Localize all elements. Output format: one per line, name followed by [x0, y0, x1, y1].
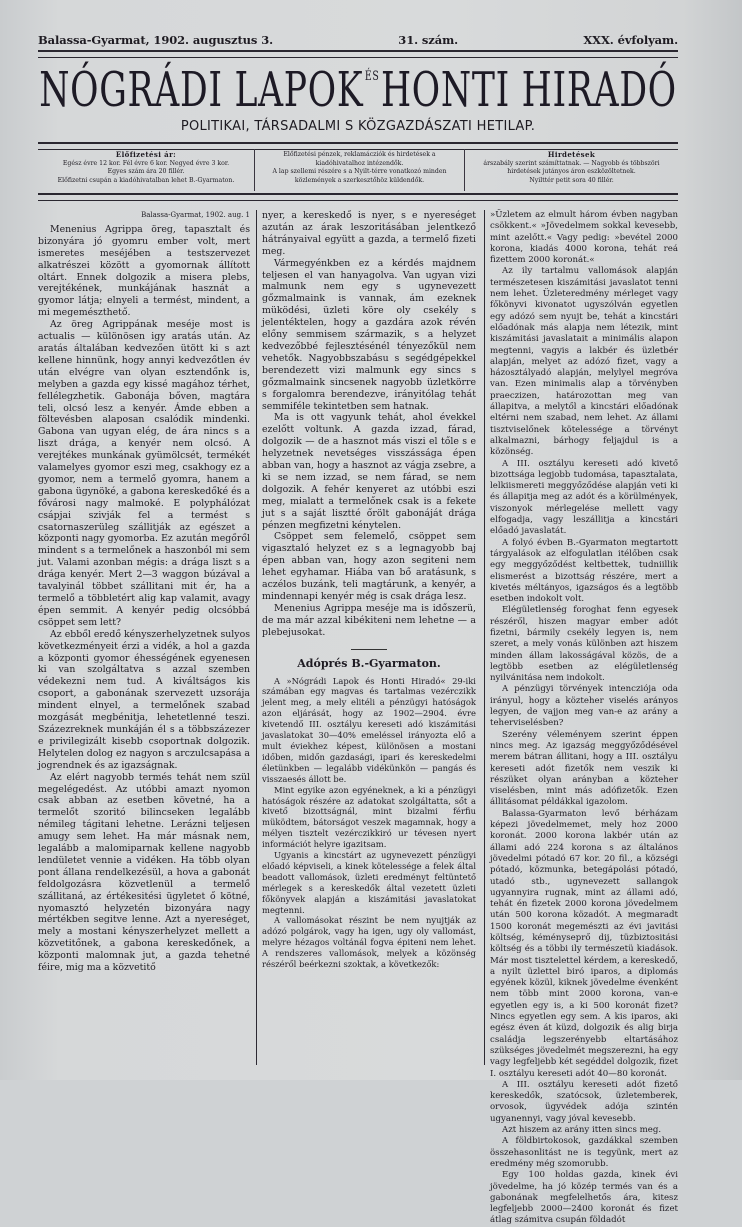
column-middle — [262, 210, 476, 1080]
ads-pricing: árszabály szerint számíttatnak. — Nagyobb és többszöri hirdetések jutányos áron eszközöltetnek. — [483, 159, 660, 176]
subscription-where: Előfizetni csupán a kiadóhivatalban lehet B.-Gyarmaton. — [57, 176, 235, 184]
masthead-title-left: NÓGRÁDI LAPOK — [39, 62, 364, 118]
article1-paragraph: Vármegyénkben ez a kérdés majdnem teljesen el van hanyagolva. Van ugyan vizi malmunk nem egy s ugynevezett gőzmalmaink is vannak, ám ezeknek müködési, üzleti köre oly csekély s jelentéktelen, hogy a gazdára azok révén előny semmisem származik, s a helyzet kedvezőbbé fejlesztésénél tényezőkül nem vehetők. Nagyobbszabásu s segédgépekkel berendezett vizi malmunk egy sincs s gőzmalmaink sincsenek nagyobb üzletkörre s forgalomra berendezve, irányitólag tehát semmiféle tekintetben sem hatnak. — [262, 257, 476, 412]
article2-paragraph: Elégületlenség foroghat fenn egyesek részéről, hiszen magyar ember adót fizetni, bármily csekély legyen is, nem szeret, a mely vonás különben azt hiszem minden állam lakosságával közös, de a legtöbb esetben az elégületlenség nyilvánitása nem indokolt. — [490, 605, 678, 684]
masthead-title-right: HONTI HIRADÓ — [380, 62, 677, 118]
ads-info — [465, 149, 678, 191]
article1-paragraph: Ma is ott vagyunk tehát, ahol évekkel ezelőtt voltunk. A gazda izzad, fárad, dolgozik — de a hasznot más viszi el tőle s e helyzetnek nevetséges visszássága épen abban van, hogy a hasznot az vágja zsebre, a ki se nem izzad, se nem fárad, se nem dolgozik. A fehér kenyeret az utóbbi eszi meg, mialatt a termelőnek csak is a fekete jut s a saját lisztté őrölt gabonáját drága pénzen megfizetni kénytelen. — [262, 412, 476, 531]
issue-number: 31. szám. — [398, 33, 459, 47]
single-issue-price: Egyes szám ára 20 fillér. — [107, 168, 185, 176]
article2-paragraph: Azt hiszem az arány itten sincs meg. — [502, 1125, 662, 1136]
article2-paragraph: A III. osztályu kereseti adó kivető bizottsága legjobb tudomása, tapasztalata, lelkiismereti meggyőződése alapján veti ki és állapitja meg az adót és a körülmények, viszonyok mérlegelése mellett vagy elfogadja, vagy leszállitja a kincstári előadó javaslatát. — [490, 458, 678, 537]
place-date: Balassa-Gyarmat, 1902. augusztus 3. — [38, 33, 274, 47]
article2-paragraph: A pénzügyi törvények intencziója oda irányul, hogy a közteher viselés arányos legyen, de vajjon meg van-e az arány a teherviselésben? — [490, 684, 678, 729]
editorial-contributions: A lap szellemi részére s a Nyilt-térre vonatkozó minden közlemények a szerkesztőhöz küldendők. — [272, 168, 447, 184]
info-box — [38, 149, 678, 191]
subscription-info — [38, 149, 255, 191]
masthead-title-and: ÉS — [364, 69, 380, 84]
volume-number: XXX. évfolyam. — [583, 33, 678, 47]
article2-paragraph: A III. osztályu kereseti adót fizető kereskedők, szatócsok, üzletemberek, orvosok, ügyvédek adója szintén ugyanennyi, vagy jóval kevesebb. — [490, 1079, 678, 1124]
article2-paragraph: Egy 100 holdas gazda, kinek évi jövedelme, ha jó közép termés van és a gabonának megfelelhetős ára, kitesz legfeljebb 2000—2400 koronát és fizet átlag számitva csupán földadót — [490, 1170, 678, 1226]
article2-paragraph: Balassa-Gyarmaton levő bérházam képezi jövedelmemet, mely hoz 2000 koronát. 2000 korona lakbér után az állami adó 224 korona s az általános jövedelmi pótadó 67 kor. 20 fil., a községi pótadó, közmunka, betegápolási pótadó, utadó stb., ugynevezett sallangok ugyannyira rugnak, mint az állami adó, tehát én fizetek 2000 korona jövedelmem után 500 korona közadót. A megmaradt 1500 koronát megemészti az évi javitási költség, kéményseprő dij, tüzbiztositási költség és a többi ily természetü kiadások. Már most tisztelettel kérdem, a kereskedő, a nyilt üzlettel biró iparos, a diplomás egyének közül, kiknek jövedelme évenként nem több mint 2000 korona, van-e egyetlen egy is, a ki 500 koronát fizet? Nincs egyetlen egy sem. A kis iparos, aki egész éven át küzd, dolgozik és alig birja családja legszerényebb eltartásához szükséges jövedelmét megszerezni, ha egy vagy legfeljebb két segéddel dolgozik, fizet I. osztályu kereseti adót 40—80 koronát. — [490, 808, 678, 1079]
article2-paragraph: A »Nógrádi Lapok és Honti Hiradó« 29-iki számában egy magvas és tartalmas vezérczikk jelent meg, a mely elitéli a pénzügyi hatóságok azon eljárását, hogy az 1902—2904. évre kivetendő III. osztályu kereseti adó kiszámitási javaslatokat 30—40% emeléssel irányozta elő a mult éviekhez képest, különösen a mostani időben, midőn gazdasági, ipari és kereskedelmi életünkben — legalább vidékünkön — pangás és visszaesés állott be. — [262, 675, 476, 784]
editorial-payments: Előfizetési pénzek, reklamácziók és hirdetések a kiadóhivatalhoz intézendők. — [283, 151, 436, 167]
header-topline — [38, 33, 678, 47]
masthead-subtitle: POLITIKAI, TÁRSADALMI S KÖZGAZDÁSZATI HETILAP. — [180, 119, 536, 134]
masthead-title — [39, 56, 677, 118]
header-rule-bottom — [38, 193, 678, 201]
article2-paragraph: A vallomásokat részint be nem nyujtják az adózó polgárok, vagy ha igen, ugy oly vallomást, melyre hézagos voltánál fogva épiteni nem lehet. A rendszeres vallomások, melyek a közönség részéről beérkezni szoktak, a következők: — [262, 915, 476, 970]
article1-paragraph: Csöppet sem felemelő, csöppet sem vigasztaló helyzet ez s a legnagyobb baj épen abban van, hogy azon segiteni nem lehet egyhamar. Hiába van bő aratásunk, s aczélos buzánk, teli magtárunk, a kenyér, a mindennapi kenyér még is csak drága lesz. — [262, 531, 476, 602]
column-rule-1 — [256, 210, 257, 1065]
article2-paragraph: Ugyanis a kincstárt az ugynevezett pénzügyi előadó képviseli, a kinek kötelessége a felek által beadott vallomások, üzleti eredményt feltüntető mérlegek s a kereskedők által vezetett üzleti főkönyvek alapján a kiszámitási javaslatokat megtenni. — [262, 850, 476, 915]
ads-nyiltter-price: Nyilttér petit sora 40 fillér. — [529, 176, 614, 184]
subscription-title: Előfizetési ár: — [115, 150, 177, 159]
article2-paragraph: Szerény véleményem szerint éppen nincs meg. Az igazság meggyőződésével merem bátran állitani, hogy a III. osztályu kereseti adót fizetők nem veszik ki részüket olyan arányban a közteher viselésben, mint más adófizetők. Ezen állitásomat példákkal igazolom. — [490, 729, 678, 808]
ads-title: Hirdetések — [547, 150, 596, 159]
article2-paragraph: Az ily tartalmu vallomások alapján természetesen kiszámitási javaslatot tenni nem lehet. Üzleteredmény mérleget vagy főkönyvi kivonatot ugyszólván egyetlen egy adózó sem nyujt be, tehát a kincstári előadónak más alapja nem létezik, mint kiszámitási javaslatait a minimális alapon megtenni, vagyis a lakbér és üzletbér alapján, melyet az adózó fizet, vagy a házosztályadó alapján, melylyel megróva van. Ezen minimalis alap a törvényben praeczizen, határozottan meg van állapitva, a melytől a kincstári előadónak eltérni nem szabad, nem lehet. Az állami tisztviselőnek kötelessége a törvényt alkalmazni, bárhogy feljajdul is a közönség. — [490, 266, 678, 458]
article1-paragraph: Menenius Agrippa öreg, tapasztalt és bizonyára jó gyomru ember volt, mert ismeretes meséjében a testszervezet alkatrészei között a gyomornak állított oltárt. Ennek dolgozik a misera plebs, verejtékének, munkájának hasznát a gyomor látja; elnyeli a termést, mindent, a mi megemészthető. — [38, 223, 250, 319]
article2-paragraph: A földbirtokosok, gazdákkal szemben összehasonlitást ne is tegyünk, mert az eredmény még szomorubb. — [490, 1136, 678, 1169]
editorial-info — [255, 149, 465, 191]
article-separator — [351, 649, 387, 650]
column-right — [490, 210, 678, 1226]
column-rule-2 — [484, 210, 485, 1065]
article2-heading: Adóprés B.-Gyarmaton. — [297, 656, 441, 670]
column-left — [38, 210, 250, 1080]
article1-paragraph: Az öreg Agrippának meséje most is actualis — különösen igy aratás után. Az aratás általában kedvezően ütött ki s azt kellene hinnünk, hogy annyi kedvezőtlen év után elvégre van olyan esztendőnk is, melyben a gazda egy kissé magához térhet, fellélegzhetik. Gabonája bőven, magtára teli, olcsó lesz a kenyér. Ámde ebben a föltevésben alaposan csalódik mindenki. Gabona van ugyan elég, de ára nincs s a liszt drága, a kenyér nem olcsó. A verejtékes munkának gyümölcsét, termékét valamelyes gyomor eszi meg, csakhogy ez a gyomor, nem a termelő gyomra, hanem a gabona ügynöké, a gabona kereskedőké és a fővárosi nagy malmoké. E polyphálózat csápjai szivják fel a termést s csatornaszerüleg szállitják az egészet a központi nagy gyomorba. Ez azután megőről mindent s a termelőnek a haszonból mi sem jut. Valami azonban mégis: a drága liszt s a drága kenyér. Mert 2—3 waggon búzával a tavalyinál többet szállitani mit ér, ha a termelő a többletért alig kap valamit, avagy épen semmit. A kenyér pedig olcsóbbá csöppet sem lett? — [38, 319, 250, 628]
article1-paragraph: nyer, a kereskedő is nyer, s e nyereséget azután az árak leszoritásában jelentkező hátrányaival együtt a gazda, a termelő fizeti meg. — [262, 210, 476, 257]
article1-paragraph: Az ebből eredő kényszerhelyzetnek sulyos következményeit érzi a vidék, a hol a gazda a központi gyomor éhességének egyenesen ki van szolgáltatva s azzal szemben védekezni nem tud. A kiváltságos kis csoport, a gabonának szervezett uzsorája mindent elnyel, a termelőnek szabad mozgását megbénitja, lehetetlenné teszi. Százezreknek munkáján él s a többszázezer e privilegizált kisebb csoportnak dolgozik. Helytelen dolog ez nagyon s arczulcsapása a jogrendnek és az igazságnak. — [38, 628, 250, 771]
article1-paragraph: Az elért nagyobb termés tehát nem szül megelégedést. Az utóbbi amazt nyomon csak abban az esetben követné, ha a termelőt szoritó bilincseken legalább némileg tágitani lehetne. Lerázni teljesen amugy sem lehet. Ha már másnak nem, legalább a malomiparnak kellene nagyobb lendületet vennie a vidéken. Ha több olyan pont állana rendelkezésül, a hova a gabonát feldolgozásra közvetlenül a termelő szállitaná, az értékesitési ügyletet ő kötné, nyomasztó helyzetén bizonyára nagy mértékben segitve lenne. Azt a nyereséget, mely a mostani kényszerhelyzet mellett a közvetitőnek, a gabona kereskedőnek, a központi malomnak jut, a gazda tehetné féire, mig ma a közvetitő — [38, 771, 250, 974]
article2-paragraph: Mint egyike azon egyéneknek, a ki a pénzügyi hatóságok részére az adatokat szolgáltatta, sőt a kivető bizottságnál, mint bizalmi férfiu müködtem, bátorságot veszek magamnak, hogy a mélyen tisztelt vezérczikkiró ur tévesen nyert információt helyre igazitsam. — [262, 784, 476, 850]
article-dateline: Balassa-Gyarmat, 1902. aug. 1 — [141, 211, 250, 219]
article2-paragraph: »Üzletem az elmult három évben nagyban csökkent.« »Jövedelmem sokkal kevesebb, mint azelőtt.« Vagy pedig: »bevétel 2000 korona, kiadás 4000 korona, tehát reá fizettem 2000 koronát.« — [490, 210, 678, 266]
article1-paragraph: Menenius Agrippa meséje ma is időszerü, de ma már azzal kibékiteni nem lehetne — a plebejusokat. — [262, 602, 476, 638]
subscription-prices: Egész évre 12 kor. Fél évre 6 kor. Negyed évre 3 kor. — [62, 159, 230, 167]
article2-paragraph: A folyó évben B.-Gyarmaton megtartott tárgyalások az elfogulatlan itélőben csak egy meggyőződést keltbettek, tudniillik elismerést a bizottság részére, mert a kivetés méltányos, igazságos és a legtöbb esetben indokolt volt. — [490, 537, 678, 605]
